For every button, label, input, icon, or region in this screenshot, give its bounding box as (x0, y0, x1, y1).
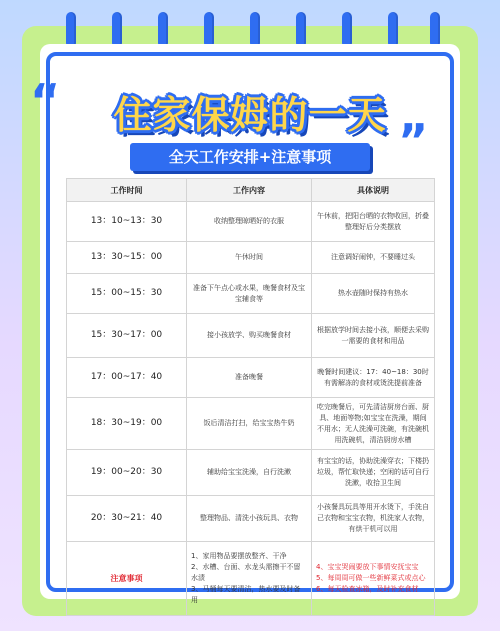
row-time: 17：00~17：40 (67, 358, 187, 398)
binder-ring-icon (158, 12, 168, 48)
row-detail: 晚餐时间建议：17：40~18：30时有需解冻的食材或烫洗提前准备 (312, 358, 435, 398)
notes-label: 注意事项 (67, 542, 187, 616)
binder-ring-icon (204, 12, 214, 48)
header-content: 工作内容 (187, 179, 312, 202)
table-row (67, 358, 435, 398)
note-item: 3、马桶每天要清洁，热水要及时备用 (191, 585, 301, 604)
table-row (67, 242, 435, 274)
note-item: 2、水槽、台面、水龙头需擦干不留水渍 (191, 563, 301, 582)
table-row (67, 496, 435, 542)
row-content: 准备晚餐 (187, 358, 312, 398)
binder-ring-icon (342, 12, 352, 48)
notes-left (187, 542, 312, 616)
row-time: 19：00~20：30 (67, 450, 187, 496)
row-detail: 有宝宝的话，协助洗澡穿衣；下楼扔垃圾，帮忙取快递；空闲的话可自行洗漱，收拾卫生间 (312, 450, 435, 496)
header-detail: 具体说明 (312, 179, 435, 202)
binder-ring-icon (388, 12, 398, 48)
binder-ring-icon (112, 12, 122, 48)
header-time: 工作时间 (67, 179, 187, 202)
table-row (67, 202, 435, 242)
row-time: 15：30~17：00 (67, 314, 187, 358)
note-item: 6、每天检查冰箱，及时补充食材 (316, 585, 419, 593)
row-content: 辅助给宝宝洗澡，自行洗漱 (187, 450, 312, 496)
table-row (67, 398, 435, 450)
row-content: 收纳整理晾晒好的衣服 (187, 202, 312, 242)
row-content: 准备下午点心或水果，晚餐食材及宝宝辅食等 (187, 274, 312, 314)
note-item: 5、每周周可做一些新鲜菜式或点心 (316, 574, 426, 582)
note-item: 4、宝宝哭闹要放下事情安抚宝宝 (316, 563, 419, 571)
binder-ring-icon (66, 12, 76, 48)
row-detail: 根据放学时间去接小孩，顺便去采购一需要的食材和用品 (312, 314, 435, 358)
binder-ring-icon (250, 12, 260, 48)
binder-ring-icon (430, 12, 440, 48)
table-row (67, 450, 435, 496)
open-quote-icon: “ (30, 74, 61, 128)
row-detail: 注意调好闹钟，不要睡过头 (312, 242, 435, 274)
table-row (67, 314, 435, 358)
table-row (67, 274, 435, 314)
binder-ring-icon (296, 12, 306, 48)
row-detail: 吃完晚餐后，可先清洁厨房台面、厨具、地面等物;如宝宝在洗澡，期间不用水；无人洗澡可洗碗，有洗碗机用洗碗机，清洁厨房水槽 (312, 398, 435, 450)
row-time: 13：10~13：30 (67, 202, 187, 242)
schedule-table (66, 178, 435, 616)
row-content: 整理物品、清洗小孩玩具、衣物 (187, 496, 312, 542)
row-content: 接小孩放学、购买晚餐食材 (187, 314, 312, 358)
page-subtitle: 全天工作安排+注意事项 (130, 143, 370, 171)
row-detail: 热水壶随时保持有热水 (312, 274, 435, 314)
row-time: 20：30~21：40 (67, 496, 187, 542)
notes-row (67, 542, 435, 616)
page-title: 住家保姆的一天 (113, 93, 387, 137)
row-time: 13：30~15：00 (67, 242, 187, 274)
row-time: 15：00~15：30 (67, 274, 187, 314)
row-detail: 小孩餐具玩具等用开水烫下，手洗自己衣物和宝宝衣物，机洗家人衣物，有烘干机可以用 (312, 496, 435, 542)
notes-right (312, 542, 435, 616)
close-quote-icon: ” (398, 114, 429, 168)
row-time: 18：30~19：00 (67, 398, 187, 450)
table-header-row (67, 179, 435, 202)
note-item: 1、家用物品要摆放整齐、干净 (191, 552, 287, 560)
row-content: 饭后清洁打扫，给宝宝热牛奶 (187, 398, 312, 450)
row-content: 午休时间 (187, 242, 312, 274)
row-detail: 午休前，把阳台晒的衣物收回，折叠整理好后分类摆放 (312, 202, 435, 242)
